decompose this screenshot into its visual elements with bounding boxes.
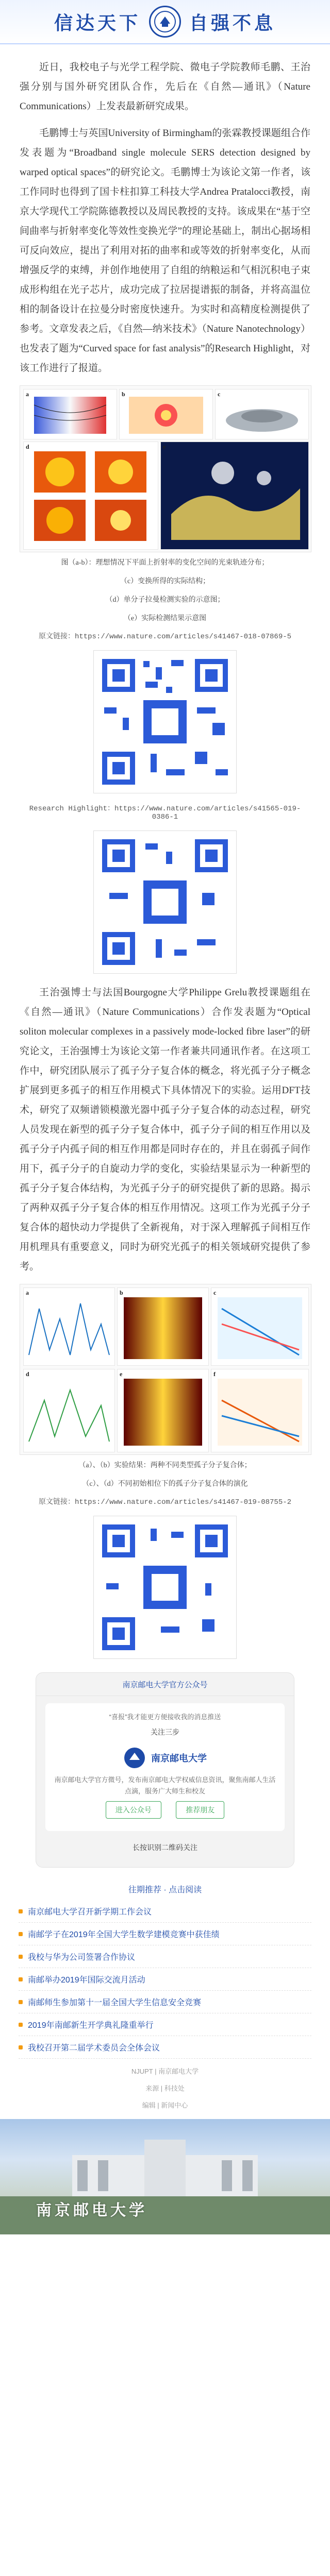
header-banner: [0, 0, 330, 44]
figure-2: [20, 1284, 311, 1455]
school-description: 南京邮电大学官方微号，发布南京邮电大学权威信息资讯，聚焦南邮人生活点滴，服务广大师生和校友: [54, 1776, 276, 1795]
figure-1-panel-a: a: [23, 389, 117, 439]
motto-left: 信达天下: [54, 12, 141, 33]
intro-paragraph: 近日，我校电子与光学工程学院、微电子学院教师毛鹏、王治强分别与国外研究团队合作，先后在《自然—通讯》（Nature Communications）上发表最新研究成果。: [20, 62, 310, 112]
campus-name: 南京邮电大学: [36, 2202, 147, 2219]
figure-2-panel-b: b: [117, 1287, 209, 1366]
highlight-link[interactable]: Research Highlight：https://www.nature.com/articles/s41565-019-0386-1: [29, 805, 301, 821]
figure-2-caption-a: （a）、（b）实验结果：两种不同类型孤子分子复合体；: [78, 1462, 252, 1469]
figure-1: [20, 385, 311, 552]
scan-hint: 长按识别二维码关注: [133, 1843, 197, 1852]
figure-2-panel-a: a: [23, 1287, 115, 1366]
school-identity: [54, 1747, 276, 1769]
figure-2-panel-f: f: [211, 1369, 309, 1452]
recommend-item[interactable]: 南京邮电大学召开新学期工作会议: [19, 1900, 311, 1923]
follow-steps: 关注三步: [151, 1728, 179, 1736]
figure-1-caption-c: （c）变换所得的实际结构；: [120, 578, 210, 585]
bullet-icon: [19, 1932, 23, 1936]
figure-1-caption-e: （e）实际检测结果示意图: [123, 615, 207, 622]
recommend-item[interactable]: 南邮师生参加第十一届全国大学生信息安全竞赛: [19, 1991, 311, 2013]
footer-source: 来源 | 科技处: [145, 2084, 185, 2092]
figure-2-caption-c: （c）、（d）不同初始相位下的孤子分子复合体的演化: [82, 1480, 248, 1488]
mao-paragraph: 毛鹏博士与英国University of Birmingham的张霖教授课题组合作发表题为“Broadband single molecule SERS detection designed by warped optical spaces”的研究论文。毛鹏博士为该论文第一作者，该工作同时也得到了国卡柱扣算工科技大学Andrea Pratalocci教授，南京大学现代工学院陈德教授以及周民教授的支持。该成果在“基于空间曲率与折射率变化等效性变换光学”的理论基础上，制出心据场相可反向效应，提出了利用对拓的曲率和或等效的折射率变化，从而增强反学的束缚，并创作地使用了自组的纳粮运和气相沉积电子束成形构组在光子芯片，成功完成了拉居提谱振的制备，并将高温位相的制备设计在拉曼分时密度快速升。为实时和高精度检测提供了参考。文章发表之后，《自然—纳米技术》（Nature Nanotechnology）也发表了题为“Curved space for fast analysis”的Research Highlight，对该工作进行了报道。: [20, 128, 310, 374]
school-crest-icon: [149, 6, 181, 38]
recommend-item[interactable]: 2019年南邮新生开学典礼隆重举行: [19, 2013, 311, 2036]
bullet-icon: [19, 2023, 23, 2027]
bullet-icon: [19, 1977, 23, 1981]
follow-card-title: 南京邮电大学官方公众号: [36, 1673, 294, 1696]
recommend-title: 往期推荐 · 点击阅读: [128, 1886, 202, 1894]
figure-1-panel-b: b: [119, 389, 213, 439]
footer-editor: 编辑 | 新闻中心: [142, 2102, 188, 2109]
follow-card: [36, 1672, 294, 1868]
qr-code-article-1: [93, 650, 237, 793]
figure-1-panel-d: d: [23, 442, 158, 550]
follow-card-inner: [45, 1703, 285, 1831]
figure-1-panel-c: c: [215, 389, 309, 439]
recommend-list: [0, 1900, 330, 2059]
figure-2-panel-d: d: [23, 1369, 115, 1452]
recommend-item[interactable]: 我校召开第二届学术委员会全体会议: [19, 2036, 311, 2059]
school-name: 南京邮电大学: [151, 1753, 207, 1764]
follow-card-intro: “喜报”我才能更方便接收我的消息推送: [109, 1713, 221, 1721]
wang-paragraph: 王治强博士与法国Bourgogne大学Philippe Grelu教授课题组在《自然—通讯》（Nature Communications）合作发表题为“Optical soliton molecular complexes in a passively mode-locked fibre laser”的研究论文，王治强博士为该论文第一作者兼共同通讯作者。在这项工作中，研究团队展示了孤子分子复合体的概念，将光孤子分子概念扩展到更多孤子的相互作用模式下具体情况下的实验。运用DFT技术，研究了双频谱锁模激光器中孤子分子复合体的动态过程，研究人员发现在新型的孤子分子复合体中，孤子分子间的相互作用以及孤子分子内孤子间的相互作用都是同时存在的，并且在弱孤子间作用下，孤子分子的自旋动力学的变化，实验结果显示为一种新型的孤子分子复合体结构，为光孤子分子的研究提供了新的思路。揭示了两种双孤子分子复合体的相互作用情况。这项工作为光孤子分子复合体的超快动力学提供了全新视角，对于深入理解孤子间相互作用机理具有重要意义，同时为研究光孤子的相关领域研究提供了参考。: [20, 987, 310, 1272]
enter-account-button[interactable]: 进入公众号: [106, 1801, 161, 1819]
figure-2-panel-e: e: [117, 1369, 209, 1452]
qr-code-article-2: [93, 1516, 237, 1659]
qr-code-highlight: [93, 831, 237, 974]
article-2-link[interactable]: 原文链接：https://www.nature.com/articles/s41467-019-08755-2: [38, 1498, 292, 1506]
figure-1-caption-d: （d）单分子拉曼检测实验的示意图；: [105, 596, 225, 604]
recommend-item[interactable]: 我校与华为公司签署合作协议: [19, 1945, 311, 1968]
motto-right: 自强不息: [189, 12, 276, 33]
figure-1-panel-e: e: [160, 442, 309, 550]
bullet-icon: [19, 2045, 23, 2049]
footer-copyright: NJUPT | 南京邮电大学: [131, 2067, 199, 2075]
recommend-item[interactable]: 南邮举办2019年国际交流月活动: [19, 1968, 311, 1991]
bullet-icon: [19, 1955, 23, 1959]
recommend-friend-button[interactable]: 推荐朋友: [176, 1801, 224, 1819]
campus-banner: [0, 2119, 330, 2234]
bullet-icon: [19, 1909, 23, 1913]
article-1-link[interactable]: 原文链接：https://www.nature.com/articles/s41467-018-07869-5: [38, 633, 292, 641]
bullet-icon: [19, 2000, 23, 2004]
figure-2-panel-c: c: [211, 1287, 309, 1366]
recommend-item[interactable]: 南邮学子在2019年全国大学生数学建模竞赛中获佳绩: [19, 1923, 311, 1945]
school-logo-icon: [123, 1747, 146, 1769]
figure-1-caption: 图（a-b）：理想情况下平面上折射率的变化空间的光束轨迹分布；: [61, 559, 269, 567]
